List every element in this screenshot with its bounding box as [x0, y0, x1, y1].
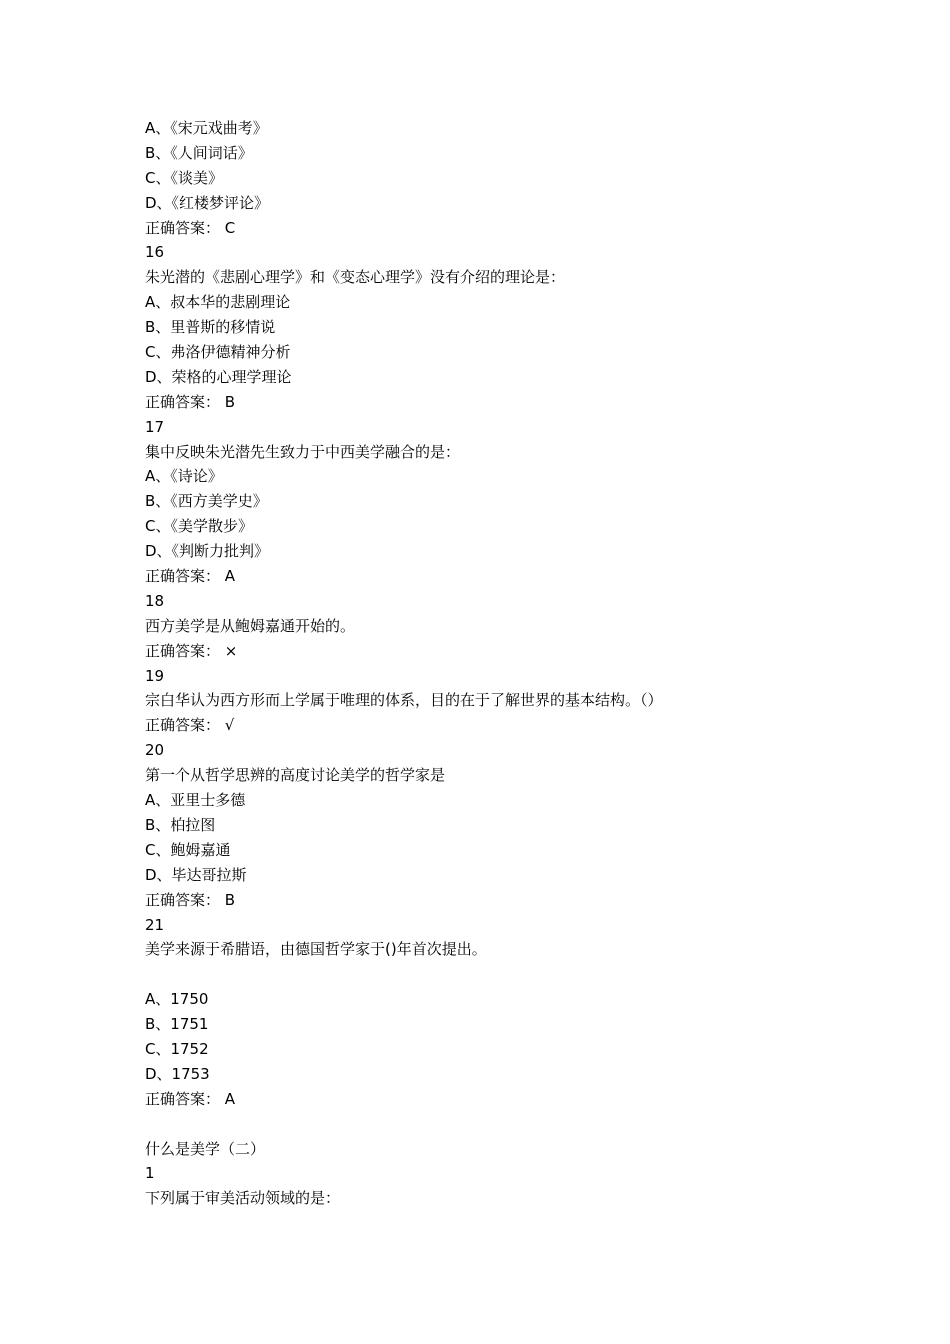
question-text: 宗白华认为西方形而上学属于唯理的体系，目的在于了解世界的基本结构。（）: [145, 691, 663, 710]
document-body: [145, 116, 845, 1211]
question-number: 16: [145, 243, 165, 262]
option-c: C、《谈美》: [145, 168, 223, 187]
question-text: 西方美学是从鲍姆嘉通开始的。: [145, 616, 356, 635]
option-d: D、1753: [145, 1064, 210, 1083]
blank-line: [145, 962, 845, 987]
question-number: 1: [145, 1164, 155, 1183]
option-c: C、《美学散步》: [145, 517, 253, 536]
question-text: 美学来源于希腊语，由德国哲学家于()年首次提出。: [145, 940, 487, 959]
option-a: A、《诗论》: [145, 467, 223, 486]
correct-answer: 正确答案： B: [145, 392, 236, 411]
question-text: 下列属于审美活动领域的是：: [145, 1189, 341, 1208]
question-number: 20: [145, 741, 165, 760]
question-number: 21: [145, 915, 165, 934]
option-d: D、毕达哥拉斯: [145, 865, 247, 884]
option-b: B、里普斯的移情说: [145, 318, 276, 337]
option-c: C、鲍姆嘉通: [145, 840, 231, 859]
option-c: C、弗洛伊德精神分析: [145, 343, 291, 362]
section-title: 什么是美学（二）: [145, 1139, 266, 1158]
question-number: 18: [145, 591, 165, 610]
question-text: 集中反映朱光潜先生致力于中西美学融合的是：: [145, 442, 461, 461]
correct-answer: 正确答案： √: [145, 716, 235, 735]
correct-answer: 正确答案： C: [145, 218, 236, 237]
correct-answer: 正确答案： B: [145, 890, 236, 909]
option-b: B、《西方美学史》: [145, 492, 268, 511]
option-d: D、荣格的心理学理论: [145, 367, 292, 386]
option-a: A、《宋元戏曲考》: [145, 119, 268, 137]
question-text: 第一个从哲学思辨的高度讨论美学的哲学家是: [145, 766, 446, 785]
question-text: 朱光潜的《悲剧心理学》和《变态心理学》没有介绍的理论是：: [145, 268, 566, 287]
blank-line: [145, 1112, 845, 1137]
option-a: A、1750: [145, 990, 209, 1009]
option-a: A、亚里士多德: [145, 791, 246, 810]
question-number: 19: [145, 666, 165, 685]
option-b: B、1751: [145, 1015, 209, 1034]
correct-answer: 正确答案： A: [145, 567, 236, 586]
option-d: D、《判断力批判》: [145, 542, 270, 561]
option-b: B、《人间词话》: [145, 143, 253, 162]
question-number: 17: [145, 417, 165, 436]
option-b: B、柏拉图: [145, 815, 216, 834]
option-c: C、1752: [145, 1039, 209, 1058]
correct-answer: 正确答案： ×: [145, 641, 238, 660]
correct-answer: 正确答案： A: [145, 1089, 236, 1108]
option-d: D、《红楼梦评论》: [145, 193, 270, 212]
option-a: A、叔本华的悲剧理论: [145, 293, 291, 312]
